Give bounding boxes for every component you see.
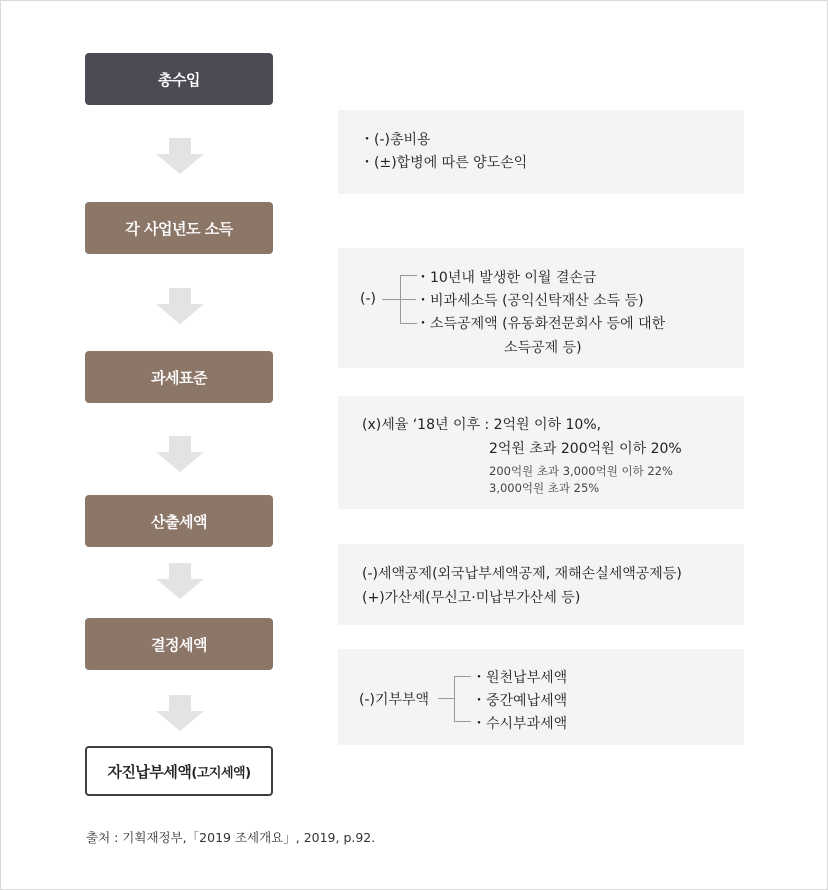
step-calculated-tax <box>85 495 273 547</box>
step-business-year-income <box>85 202 273 254</box>
down-arrow-icon <box>156 563 204 599</box>
list-item: ・원천납부세액 <box>472 670 568 686</box>
step-tax-base <box>85 351 273 403</box>
penalty-tax-line: (+)가산세(무신고·미납부가산세 등) <box>362 590 581 606</box>
step-tax-base-label: 과세표준 <box>151 368 207 387</box>
step-calculated-tax-label: 산출세액 <box>151 512 207 531</box>
step-total-income-label: 총수입 <box>158 70 200 89</box>
source-citation: 출처 : 기획재정부,「2019 조세개요」, 2019, p.92. <box>86 830 376 845</box>
list-item: ・소득공제액 (유동화전문회사 등에 대한 <box>416 316 666 332</box>
prepaid-prefix: (-)기부부액 <box>359 692 430 708</box>
down-arrow-icon <box>156 695 204 731</box>
tax-rate-line: 200억원 초과 3,000억원 이하 22% <box>489 464 673 478</box>
box-tax-credits <box>338 544 744 625</box>
list-item: ・중간예납세액 <box>472 693 568 709</box>
tax-rate-line: 3,000억원 초과 25% <box>489 481 600 495</box>
down-arrow-icon <box>156 138 204 174</box>
list-item-continuation: 소득공제 등) <box>504 340 582 356</box>
list-item: ・(-)총비용 <box>360 132 431 148</box>
down-arrow-icon <box>156 436 204 472</box>
bracket-line <box>454 676 471 722</box>
box-prepaid-tax <box>338 649 744 745</box>
box-total-expense <box>338 110 744 194</box>
list-item: ・10년내 발생한 이월 결손금 <box>416 270 597 286</box>
deduction-prefix: (-) <box>360 291 376 307</box>
step-total-income <box>85 53 273 105</box>
down-arrow-icon <box>156 288 204 324</box>
step-self-payment-tax <box>85 746 273 796</box>
step-self-payment-tax-sub: (고지세액) <box>191 765 251 781</box>
list-item: ・(±)합병에 따른 양도손익 <box>360 155 528 171</box>
step-determined-tax-label: 결정세액 <box>151 635 207 654</box>
bracket-line <box>438 698 454 699</box>
bracket-line <box>382 299 400 300</box>
tax-rate-line: 2억원 초과 200억원 이하 20% <box>489 441 682 457</box>
step-determined-tax <box>85 618 273 670</box>
bracket-line <box>400 299 416 300</box>
tax-rate-label: (x)세율 ‘18년 이후 : 2억원 이하 10%, <box>362 417 602 433</box>
list-item: ・수시부과세액 <box>472 716 568 732</box>
box-income-deductions <box>338 248 744 368</box>
list-item: ・비과세소득 (공익신탁재산 소득 등) <box>416 293 644 309</box>
step-self-payment-tax-label: 자진납부세액 <box>107 762 192 781</box>
box-tax-rate <box>338 396 744 509</box>
step-business-year-income-label: 각 사업년도 소득 <box>125 219 233 238</box>
tax-credit-line: (-)세액공제(외국납부세액공제, 재해손실세액공제등) <box>362 566 682 582</box>
